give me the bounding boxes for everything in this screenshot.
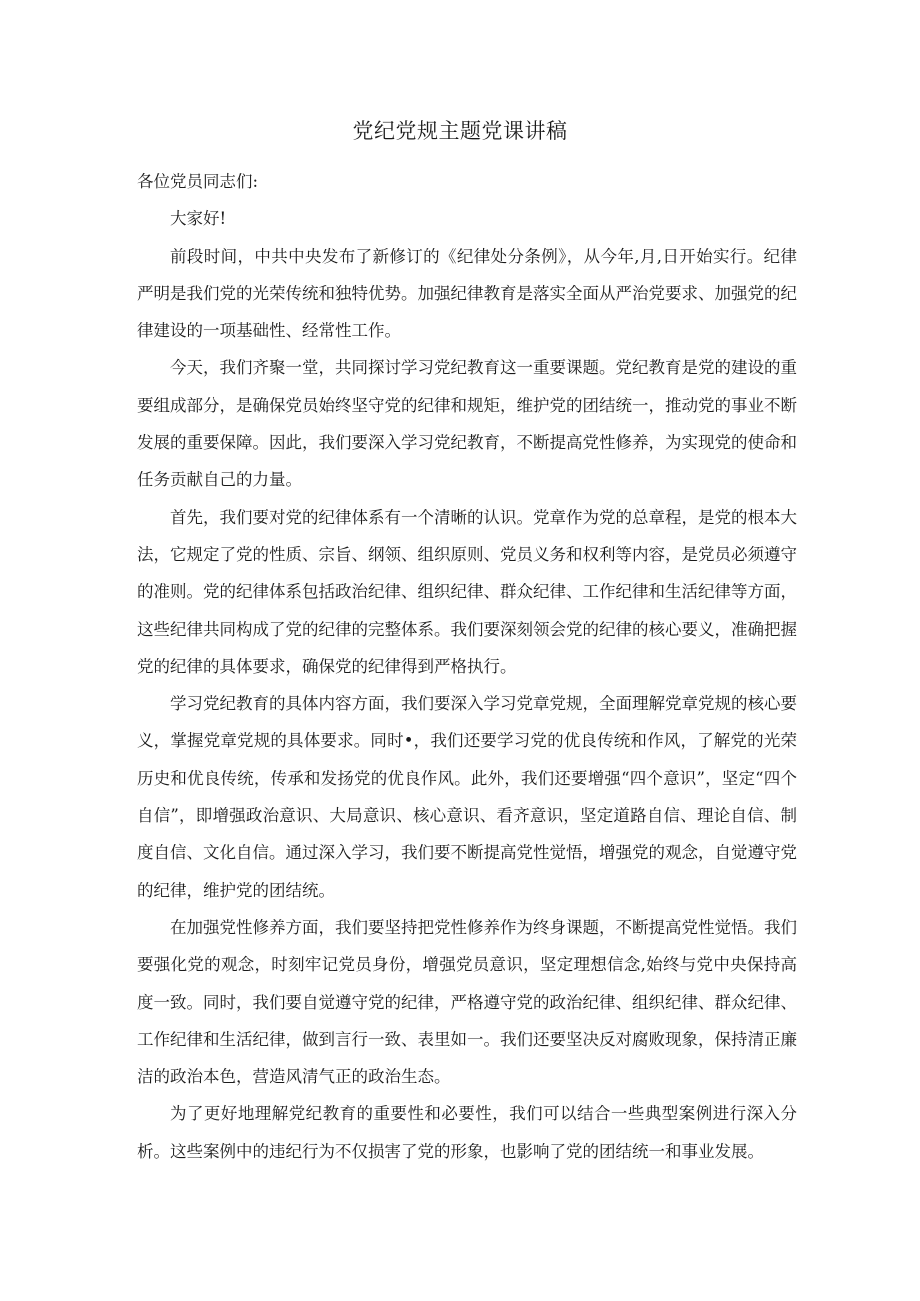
paragraph-intro: 前段时间，中共中央发布了新修订的《纪律处分条例》，从今年,月,日开始实行。纪律严明是我们党的光荣传统和独特优势。加强纪律教育是落实全面从严治党要求、加强党的纪律建设的一项基础性、经常性工作。: [137, 246, 797, 341]
paragraph-greeting: 大家好!: [170, 209, 227, 229]
document-body: [137, 163, 797, 1170]
paragraph-topic: 今天，我们齐聚一堂，共同探讨学习党纪教育这一重要课题。党纪教育是党的建设的重要组成部分，是确保党员始终坚守党的纪律和规矩，维护党的团结统一，推动党的事业不断发展的重要保障。因此，我们要深入学习党纪教育，不断提高党性修养，为实现党的使命和任务贡献自己的力量。: [137, 358, 797, 490]
paragraph-study-content: 学习党纪教育的具体内容方面，我们要深入学习党章党规，全面理解党章党规的核心要义，掌握党章党规的具体要求。同时•，我们还要学习党的优良传统和作风，了解党的光荣历史和优良传统，传承和发扬党的优良作风。此外，我们还要增强“四个意识”，坚定“四个自信”，即增强政治意识、大局意识、核心意识、看齐意识，坚定道路自信、理论自信、制度自信、文化自信。通过深入学习，我们要不断提高党性觉悟，增强党的观念，自觉遵守党的纪律，维护党的团结统。: [137, 694, 797, 900]
paragraph-party-spirit: 在加强党性修养方面，我们要坚持把党性修养作为终身课题，不断提高党性觉悟。我们要强化党的观念，时刻牢记党员身份，增强党员意识，坚定理想信念,始终与党中央保持高度一致。同时，我们要自觉遵守党的纪律，严格遵守党的政治纪律、组织纪律、群众纪律、工作纪律和生活纪律，做到言行一致、表里如一。我们还要坚决反对腐败现象，保持清正廉洁的政治本色，营造风清气正的政治生态。: [137, 917, 797, 1087]
document-title: 党纪党规主题党课讲稿: [352, 119, 568, 143]
paragraph-case-analysis: 为了更好地理解党纪教育的重要性和必要性，我们可以结合一些典型案例进行深入分析。这些案例中的违纪行为不仅损害了党的形象，也影响了党的团结统一和事业发展。: [137, 1104, 797, 1161]
salutation: 各位党员同志们:: [137, 172, 259, 191]
paragraph-discipline-system: 首先，我们要对党的纪律体系有一个清晰的认识。党章作为党的总章程，是党的根本大法，它规定了党的性质、宗旨、纲领、组织原则、党员义务和权利等内容，是党员必须遵守的准则。党的纪律体系包括政治纪律、组织纪律、群众纪律、工作纪律和生活纪律等方面，这些纪律共同构成了党的纪律的完整体系。我们要深刻领会党的纪律的核心要义，准确把握党的纪律的具体要求，确保党的纪律得到严格执行。: [137, 507, 797, 676]
